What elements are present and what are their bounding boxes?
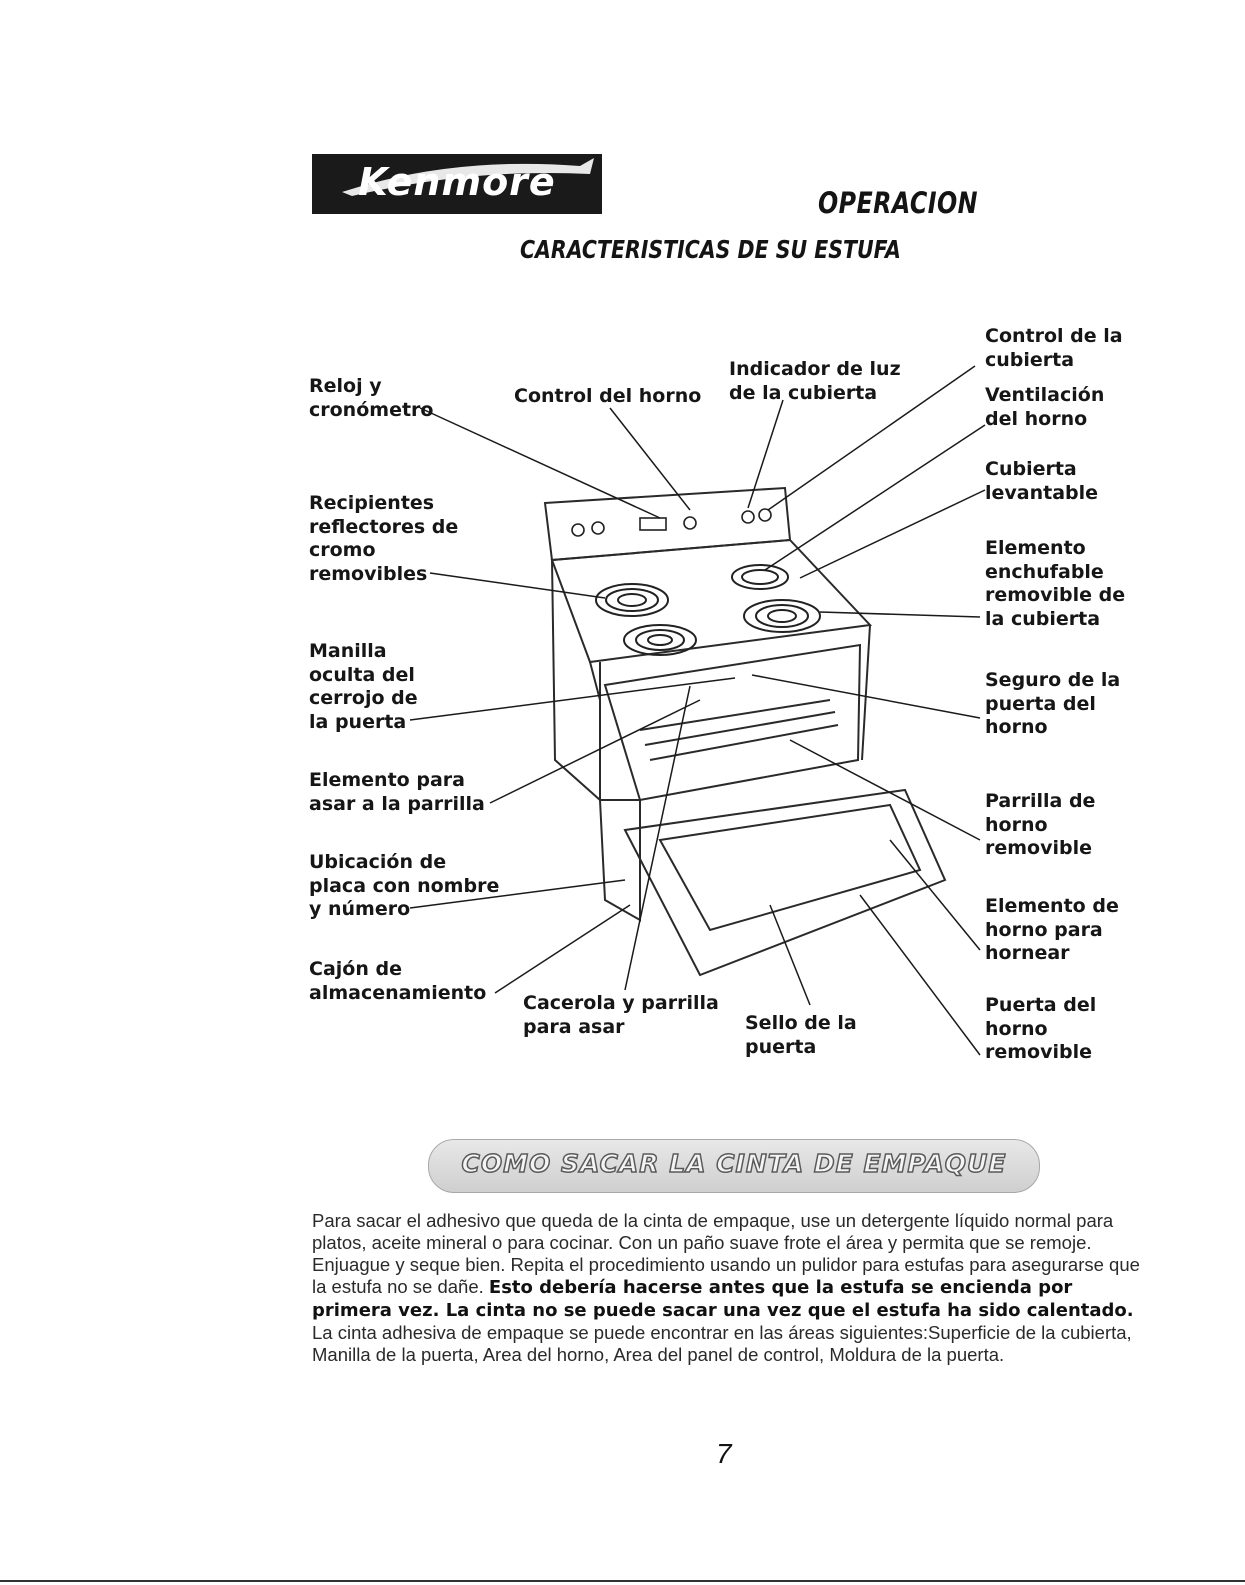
page-number: 7 (716, 1438, 732, 1469)
clock-display-icon (640, 518, 666, 530)
oven-door-shape (625, 790, 945, 975)
paragraph-warning: Esto debería hacerse antes que la estufa se encienda por primera vez. La cinta no se puede sacar una vez que el estufa ha sido calentado. (312, 1277, 1134, 1321)
section-title: OPERACION (818, 186, 978, 220)
label-control-cubierta: Control de la cubierta (985, 325, 1123, 371)
bottom-rule (0, 1580, 1245, 1582)
storage-drawer (600, 800, 640, 920)
label-elemento-enchufable: Elemento enchufable removible de la cubierta (985, 537, 1126, 630)
stove-backguard (545, 488, 790, 560)
label-cajon-almacenamiento: Cajón de almacenamiento (309, 958, 487, 1004)
paragraph-part-2: La cinta adhesiva de empaque se puede encontrar en las áreas siguientes:Superficie de la cubierta, Manilla de la puerta, Area del horno, Area del panel de control, Moldura de la puerta. (312, 1322, 1132, 1365)
label-reloj-cronometro: Reloj y cronómetro (309, 375, 434, 421)
label-manilla-cerrojo: Manilla oculta del cerrojo de la puerta (309, 640, 418, 733)
label-ubicacion-placa: Ubicación de placa con nombre y número (309, 851, 500, 920)
oven-frame (605, 645, 860, 800)
stove-cooktop (552, 540, 870, 662)
label-seguro-puerta: Seguro de la puerta del horno (985, 669, 1121, 738)
label-elemento-asar: Elemento para asar a la parrilla (309, 769, 485, 815)
banner-title: COMO SACAR LA CINTA DE EMPAQUE (461, 1149, 1007, 1178)
stove-body (552, 560, 870, 800)
label-ventilacion-horno: Ventilación del horno (985, 384, 1105, 430)
instructions-paragraph (312, 1210, 1142, 1366)
label-recipientes-reflectores: Recipientes reflectores de cromo removibles (309, 492, 459, 585)
label-indicador-luz: Indicador de luz de la cubierta (729, 358, 901, 404)
label-puerta-removible: Puerta del horno removible (985, 994, 1097, 1063)
brand-name: Kenmore (358, 160, 556, 204)
paragraph-part-1: Para sacar el adhesivo que queda de la cinta de empaque, use un detergente líquido normal para platos, aceite mineral o para cocinar. Con un paño suave frote el área y permita que se remoje. Enjuague y seque bien. Repita el procedimiento usando un pulidor para estufas para asegurarse que la estufa no se dañe. (312, 1210, 1140, 1297)
label-cacerola-parrilla: Cacerola y parrilla para asar (523, 992, 719, 1038)
label-elemento-hornear: Elemento de horno para hornear (985, 895, 1119, 964)
section-banner (428, 1139, 1040, 1193)
page-subtitle: CARACTERISTICAS DE SU ESTUFA (520, 235, 901, 264)
knob-icon (572, 524, 584, 536)
oven-rack-shape (640, 700, 838, 760)
label-sello-puerta: Sello de la puerta (745, 1012, 857, 1058)
label-control-horno: Control del horno (514, 385, 702, 407)
label-parrilla-horno: Parrilla de horno removible (985, 790, 1096, 859)
burner-back-right (732, 565, 788, 589)
label-cubierta-levantable: Cubierta levantable (985, 458, 1099, 504)
